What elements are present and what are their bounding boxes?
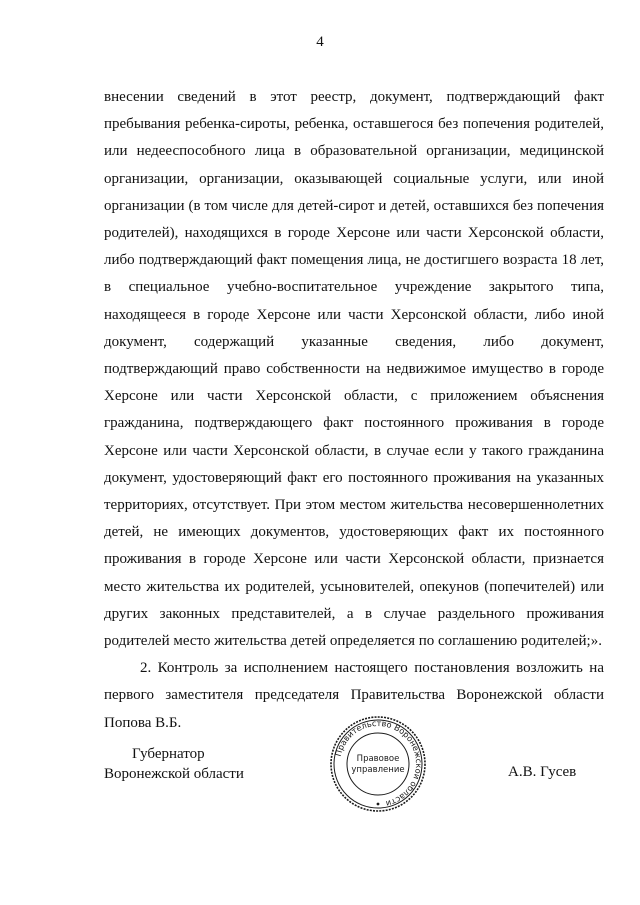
signatory-name: А.В. Гусев [508, 764, 577, 780]
page-number: 4 [316, 34, 324, 50]
seal-outer-text: Правительство Воронежской области [332, 717, 425, 810]
seal-dot-icon [377, 803, 380, 806]
official-seal-stamp [328, 714, 428, 814]
paragraph-continuation: внесении сведений в этот реестр, документ, подтверждающий факт пребывания ребенка-сироты, ребенка, оставшегося без попечения родителей, или недееспособного лица в образовательной организации, медицинской организации, организации, оказывающей социальные услуги, или иной организации (в том числе для детей-сирот и детей, оставшихся без попечения родителей), находящихся в городе Херсоне или части Херсонской области, либо подтверждающий факт помещения лица, не достигшего возраста 18 лет, в специальное учебно-воспитательное учреждение закрытого типа, находящееся в городе Херсоне или части Херсонской области, либо иной документ, содержащий указанные сведения, либо документ, подтверждающий право собственности на недвижимое имущество в городе Херсоне или части Херсонской области, с приложением объяснения гражданина, подтверждающего факт постоянного проживания в городе Херсоне или части Херсонской области, в случае если у такого гражданина документ, удостоверяющий факт его постоянного проживания на указанных территориях, отсутствует. При этом местом жительства несовершеннолетних детей, не имеющих документов, удостоверяющих факт их постоянного проживания в городе Херсоне или части Херсонской области, признается место жительства их родителей, усыновителей, опекунов (попечителей) или других законных представителей, а в случае раздельного проживания родителей место жительства детей определяется по соглашению родителей;». [104, 89, 604, 650]
seal-inner-line1: Правовое [356, 754, 400, 764]
signatory-title: Губернатор [132, 746, 205, 762]
signatory-organization: Воронежской области [104, 766, 244, 782]
seal-inner-line2: управление [351, 765, 405, 775]
document-body [104, 84, 604, 737]
paragraph-2-control: 2. Контроль за исполнением настоящего постановления возложить на первого заместителя председателя Правительства Воронежской области Попова В.Б. [104, 660, 604, 731]
signature-block [104, 744, 254, 784]
